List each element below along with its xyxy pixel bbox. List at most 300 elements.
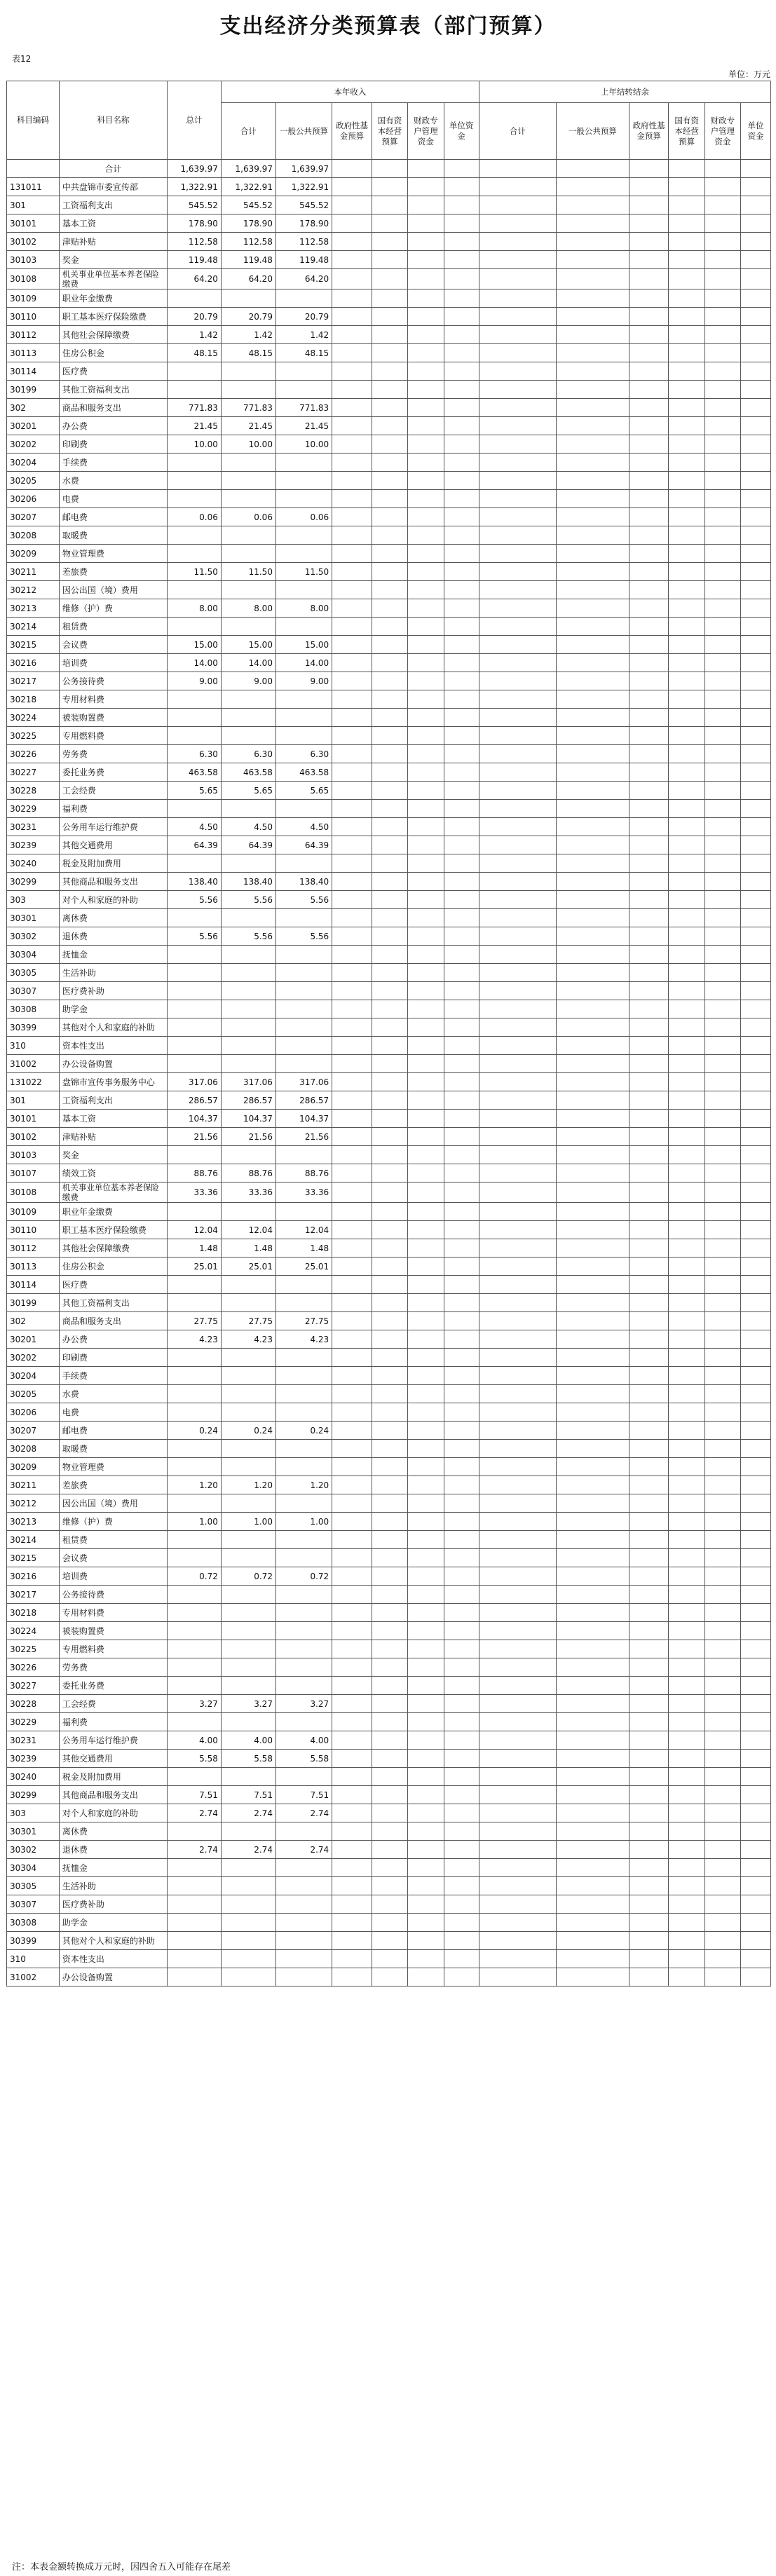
- cell-total: 1.42: [167, 326, 221, 344]
- cell-current-general: 15.00: [275, 636, 332, 654]
- cell-empty: [741, 1895, 771, 1914]
- cell-name: 医疗费补助: [59, 982, 167, 1000]
- cell-current-sum: 9.00: [221, 672, 275, 690]
- cell-empty: [332, 1349, 372, 1367]
- cell-empty: [629, 709, 669, 727]
- cell-code: 30201: [7, 1330, 60, 1349]
- cell-empty: [704, 818, 740, 836]
- cell-empty: [629, 599, 669, 618]
- cell-total: 0.24: [167, 1422, 221, 1440]
- cell-empty: [669, 1221, 704, 1239]
- cell-empty: [629, 1312, 669, 1330]
- table-row: [7, 526, 771, 545]
- header-carry-unit-funds: 单位资金: [741, 103, 771, 160]
- cell-current-general: 14.00: [275, 654, 332, 672]
- cell-empty: [629, 417, 669, 435]
- cell-empty: [479, 1914, 556, 1932]
- cell-current-sum: 20.79: [221, 308, 275, 326]
- cell-name: 公务用车运行维护费: [59, 1731, 167, 1750]
- cell-empty: [408, 1713, 444, 1731]
- cell-empty: [669, 1018, 704, 1037]
- cell-empty: [629, 490, 669, 508]
- cell-empty: [479, 490, 556, 508]
- cell-empty: [704, 1128, 740, 1146]
- cell-total: [167, 1622, 221, 1640]
- cell-empty: [479, 381, 556, 399]
- header-current-fund: 政府性基金预算: [332, 103, 372, 160]
- cell-empty: [669, 1968, 704, 1986]
- cell-code: 30307: [7, 982, 60, 1000]
- cell-empty: [669, 326, 704, 344]
- cell-empty: [408, 526, 444, 545]
- table-row: [7, 854, 771, 873]
- table-row: [7, 873, 771, 891]
- cell-empty: [372, 1768, 407, 1786]
- cell-total: [167, 1822, 221, 1841]
- cell-empty: [669, 1895, 704, 1914]
- cell-empty: [704, 891, 740, 909]
- cell-empty: [557, 854, 629, 873]
- cell-current-sum: [221, 854, 275, 873]
- cell-name: 奖金: [59, 1146, 167, 1164]
- cell-empty: [741, 1877, 771, 1895]
- cell-name: 职工基本医疗保险缴费: [59, 1221, 167, 1239]
- cell-empty: [669, 362, 704, 381]
- table-row: [7, 800, 771, 818]
- cell-current-general: [275, 854, 332, 873]
- cell-current-general: [275, 1604, 332, 1622]
- cell-empty: [479, 1128, 556, 1146]
- cell-name: 工会经费: [59, 1695, 167, 1713]
- cell-empty: [408, 727, 444, 745]
- cell-empty: [704, 672, 740, 690]
- cell-empty: [557, 1128, 629, 1146]
- table-row: [7, 381, 771, 399]
- cell-current-general: [275, 1440, 332, 1458]
- cell-empty: [408, 709, 444, 727]
- cell-empty: [741, 1750, 771, 1768]
- cell-empty: [629, 1128, 669, 1146]
- cell-current-sum: 1.42: [221, 326, 275, 344]
- cell-code: 30305: [7, 964, 60, 982]
- cell-name: 租赁费: [59, 618, 167, 636]
- cell-empty: [557, 1458, 629, 1476]
- cell-name: 物业管理费: [59, 545, 167, 563]
- cell-empty: [704, 1203, 740, 1221]
- cell-empty: [669, 1932, 704, 1950]
- cell-name: 住房公积金: [59, 344, 167, 362]
- cell-empty: [332, 1037, 372, 1055]
- cell-total: [167, 1055, 221, 1073]
- cell-name: 医疗费补助: [59, 1895, 167, 1914]
- cell-current-general: [275, 1203, 332, 1221]
- cell-code: 30217: [7, 1586, 60, 1604]
- table-row: [7, 196, 771, 214]
- cell-empty: [332, 1403, 372, 1422]
- cell-empty: [332, 1000, 372, 1018]
- cell-total: [167, 1932, 221, 1950]
- cell-empty: [669, 909, 704, 927]
- cell-empty: [332, 964, 372, 982]
- cell-total: 0.72: [167, 1567, 221, 1586]
- cell-empty: [444, 251, 479, 269]
- cell-empty: [629, 1276, 669, 1294]
- table-row: [7, 618, 771, 636]
- cell-name: 公务用车运行维护费: [59, 818, 167, 836]
- table-row: [7, 1203, 771, 1221]
- cell-empty: [479, 1221, 556, 1239]
- cell-code: 30112: [7, 326, 60, 344]
- cell-empty: [704, 1146, 740, 1164]
- cell-total: 178.90: [167, 214, 221, 233]
- cell-empty: [408, 399, 444, 417]
- cell-empty: [479, 1239, 556, 1258]
- cell-empty: [408, 1731, 444, 1750]
- cell-empty: [704, 836, 740, 854]
- cell-empty: [332, 1622, 372, 1640]
- table-row: [7, 782, 771, 800]
- cell-total: 5.65: [167, 782, 221, 800]
- cell-total: [167, 289, 221, 308]
- cell-empty: [372, 1091, 407, 1110]
- cell-empty: [669, 1494, 704, 1513]
- cell-empty: [408, 1677, 444, 1695]
- cell-empty: [557, 1091, 629, 1110]
- cell-empty: [629, 344, 669, 362]
- cell-current-general: [275, 1494, 332, 1513]
- cell-empty: [444, 1146, 479, 1164]
- cell-empty: [669, 763, 704, 782]
- cell-current-general: 21.45: [275, 417, 332, 435]
- cell-empty: [741, 1586, 771, 1604]
- cell-empty: [444, 709, 479, 727]
- cell-total: [167, 1458, 221, 1476]
- cell-empty: [741, 800, 771, 818]
- cell-current-sum: [221, 727, 275, 745]
- cell-current-general: 1.20: [275, 1476, 332, 1494]
- cell-empty: [669, 508, 704, 526]
- cell-name: 医疗费: [59, 362, 167, 381]
- cell-empty: [408, 1221, 444, 1239]
- cell-total: [167, 1586, 221, 1604]
- cell-empty: [557, 581, 629, 599]
- cell-empty: [479, 1750, 556, 1768]
- cell-empty: [479, 1494, 556, 1513]
- cell-name: 其他社会保障缴费: [59, 326, 167, 344]
- cell-total: 25.01: [167, 1258, 221, 1276]
- cell-empty: [629, 1258, 669, 1276]
- table-row: [7, 1768, 771, 1786]
- cell-empty: [629, 214, 669, 233]
- cell-current-sum: 7.51: [221, 1786, 275, 1804]
- cell-empty: [629, 1731, 669, 1750]
- cell-empty: [741, 1549, 771, 1567]
- cell-name: 基本工资: [59, 214, 167, 233]
- cell-current-sum: 286.57: [221, 1091, 275, 1110]
- cell-empty: [741, 1458, 771, 1476]
- cell-name: 盘锦市宣传事务服务中心: [59, 1073, 167, 1091]
- cell-empty: [704, 1055, 740, 1073]
- cell-empty: [704, 269, 740, 289]
- cell-empty: [372, 344, 407, 362]
- cell-empty: [479, 1476, 556, 1494]
- cell-empty: [629, 251, 669, 269]
- cell-empty: [557, 233, 629, 251]
- table-row: [7, 435, 771, 454]
- cell-empty: [557, 1239, 629, 1258]
- cell-empty: [372, 709, 407, 727]
- cell-empty: [557, 1768, 629, 1786]
- cell-code: 30199: [7, 381, 60, 399]
- cell-empty: [741, 1622, 771, 1640]
- cell-empty: [408, 1349, 444, 1367]
- table-row: [7, 178, 771, 196]
- cell-empty: [372, 1640, 407, 1658]
- cell-empty: [332, 1713, 372, 1731]
- cell-name: 邮电费: [59, 508, 167, 526]
- cell-empty: [372, 1750, 407, 1768]
- cell-empty: [408, 873, 444, 891]
- cell-empty: [557, 891, 629, 909]
- table-row: [7, 1895, 771, 1914]
- cell-empty: [629, 1494, 669, 1513]
- cell-empty: [444, 417, 479, 435]
- cell-empty: [704, 636, 740, 654]
- cell-empty: [408, 1422, 444, 1440]
- cell-name: 因公出国（境）费用: [59, 581, 167, 599]
- cell-empty: [704, 1713, 740, 1731]
- cell-current-general: [275, 1713, 332, 1731]
- cell-name: 资本性支出: [59, 1950, 167, 1968]
- cell-empty: [669, 727, 704, 745]
- cell-name: 机关事业单位基本养老保险缴费: [59, 269, 167, 289]
- cell-empty: [479, 599, 556, 618]
- cell-empty: [332, 709, 372, 727]
- cell-empty: [741, 1658, 771, 1677]
- cell-empty: [408, 1312, 444, 1330]
- cell-total: [167, 1968, 221, 1986]
- cell-empty: [557, 964, 629, 982]
- cell-empty: [332, 472, 372, 490]
- cell-empty: [629, 927, 669, 946]
- cell-empty: [479, 1549, 556, 1567]
- cell-current-general: 5.65: [275, 782, 332, 800]
- cell-empty: [557, 1440, 629, 1458]
- cell-current-sum: [221, 964, 275, 982]
- cell-empty: [479, 289, 556, 308]
- cell-empty: [669, 1476, 704, 1494]
- cell-empty: [408, 1914, 444, 1932]
- cell-empty: [372, 563, 407, 581]
- cell-empty: [444, 1932, 479, 1950]
- cell-total: 1.48: [167, 1239, 221, 1258]
- cell-code: 30110: [7, 308, 60, 326]
- cell-name: 专用材料费: [59, 1604, 167, 1622]
- cell-current-general: [275, 946, 332, 964]
- table-row: [7, 1276, 771, 1294]
- cell-empty: [704, 1658, 740, 1677]
- cell-empty: [444, 1091, 479, 1110]
- cell-empty: [444, 1968, 479, 1986]
- cell-name: 会议费: [59, 1549, 167, 1567]
- cell-empty: [704, 1349, 740, 1367]
- cell-empty: [444, 1110, 479, 1128]
- cell-empty: [741, 1312, 771, 1330]
- cell-empty: [479, 1203, 556, 1221]
- cell-empty: [332, 1422, 372, 1440]
- cell-empty: [372, 672, 407, 690]
- cell-total: 4.50: [167, 818, 221, 836]
- cell-name: 其他对个人和家庭的补助: [59, 1932, 167, 1950]
- table-header: [7, 81, 771, 160]
- cell-current-general: 20.79: [275, 308, 332, 326]
- cell-current-sum: [221, 362, 275, 381]
- cell-empty: [479, 581, 556, 599]
- cell-empty: [669, 545, 704, 563]
- cell-name: 商品和服务支出: [59, 1312, 167, 1330]
- cell-empty: [332, 1146, 372, 1164]
- cell-empty: [479, 508, 556, 526]
- cell-empty: [629, 178, 669, 196]
- cell-current-sum: [221, 1203, 275, 1221]
- cell-total: 317.06: [167, 1073, 221, 1091]
- cell-total: 27.75: [167, 1312, 221, 1330]
- cell-empty: [479, 1055, 556, 1073]
- cell-empty: [704, 1968, 740, 1986]
- cell-empty: [557, 362, 629, 381]
- cell-current-sum: 10.00: [221, 435, 275, 454]
- cell-empty: [629, 964, 669, 982]
- cell-empty: [479, 1895, 556, 1914]
- cell-empty: [629, 1403, 669, 1422]
- cell-name: 津贴补贴: [59, 233, 167, 251]
- cell-empty: [444, 873, 479, 891]
- cell-empty: [669, 214, 704, 233]
- cell-empty: [372, 1037, 407, 1055]
- cell-name: 手续费: [59, 1367, 167, 1385]
- cell-empty: [629, 1622, 669, 1640]
- cell-empty: [704, 214, 740, 233]
- cell-empty: [669, 1458, 704, 1476]
- cell-code: 30113: [7, 344, 60, 362]
- cell-empty: [704, 1895, 740, 1914]
- cell-empty: [408, 1055, 444, 1073]
- cell-code: 30202: [7, 435, 60, 454]
- cell-empty: [629, 1055, 669, 1073]
- cell-empty: [444, 362, 479, 381]
- cell-empty: [408, 1567, 444, 1586]
- cell-current-general: 2.74: [275, 1841, 332, 1859]
- cell-empty: [669, 1567, 704, 1586]
- cell-empty: [408, 1403, 444, 1422]
- cell-current-sum: [221, 1968, 275, 1986]
- cell-empty: [557, 1258, 629, 1276]
- cell-empty: [408, 1932, 444, 1950]
- cell-empty: [669, 1330, 704, 1349]
- cell-empty: [704, 1531, 740, 1549]
- cell-current-sum: 8.00: [221, 599, 275, 618]
- cell-empty: [629, 982, 669, 1000]
- cell-empty: [479, 1640, 556, 1658]
- cell-empty: [408, 1604, 444, 1622]
- cell-code: 30308: [7, 1914, 60, 1932]
- cell-name: 其他商品和服务支出: [59, 873, 167, 891]
- cell-empty: [629, 1822, 669, 1841]
- table-row: [7, 1221, 771, 1239]
- cell-empty: [332, 1658, 372, 1677]
- cell-current-general: [275, 1950, 332, 1968]
- cell-current-general: 112.58: [275, 233, 332, 251]
- cell-code: 30114: [7, 1276, 60, 1294]
- cell-empty: [479, 1422, 556, 1440]
- cell-empty: [372, 1183, 407, 1203]
- cell-empty: [332, 1330, 372, 1349]
- cell-empty: [629, 800, 669, 818]
- cell-empty: [741, 1695, 771, 1713]
- cell-empty: [408, 214, 444, 233]
- cell-empty: [741, 1073, 771, 1091]
- cell-empty: [479, 836, 556, 854]
- cell-empty: [629, 763, 669, 782]
- cell-current-general: 4.50: [275, 818, 332, 836]
- cell-name: 机关事业单位基本养老保险缴费: [59, 1183, 167, 1203]
- cell-empty: [444, 269, 479, 289]
- cell-empty: [629, 1513, 669, 1531]
- cell-empty: [741, 1804, 771, 1822]
- cell-empty: [741, 782, 771, 800]
- table-row: [7, 1513, 771, 1531]
- table-row: [7, 269, 771, 289]
- cell-empty: [372, 927, 407, 946]
- cell-empty: [372, 490, 407, 508]
- cell-current-general: 12.04: [275, 1221, 332, 1239]
- cell-name: 职工基本医疗保险缴费: [59, 308, 167, 326]
- cell-empty: [669, 1640, 704, 1658]
- cell-empty: [372, 1203, 407, 1221]
- cell-empty: [629, 946, 669, 964]
- cell-empty: [557, 618, 629, 636]
- cell-empty: [557, 1422, 629, 1440]
- cell-empty: [741, 1258, 771, 1276]
- cell-empty: [629, 854, 669, 873]
- cell-empty: [479, 1000, 556, 1018]
- cell-empty: [444, 1239, 479, 1258]
- table-row: [7, 563, 771, 581]
- cell-empty: [704, 251, 740, 269]
- cell-empty: [629, 782, 669, 800]
- table-row: [7, 709, 771, 727]
- cell-code: [7, 160, 60, 178]
- cell-empty: [332, 763, 372, 782]
- cell-name: 办公费: [59, 417, 167, 435]
- cell-empty: [444, 1877, 479, 1895]
- cell-empty: [557, 508, 629, 526]
- cell-empty: [479, 1950, 556, 1968]
- cell-empty: [669, 1586, 704, 1604]
- cell-empty: [479, 1713, 556, 1731]
- cell-empty: [444, 1476, 479, 1494]
- cell-empty: [669, 1768, 704, 1786]
- cell-current-general: 6.30: [275, 745, 332, 763]
- cell-empty: [332, 1221, 372, 1239]
- cell-empty: [669, 1146, 704, 1164]
- cell-empty: [372, 873, 407, 891]
- cell-code: 30113: [7, 1258, 60, 1276]
- cell-empty: [408, 1786, 444, 1804]
- cell-total: [167, 1276, 221, 1294]
- cell-name: 邮电费: [59, 1422, 167, 1440]
- cell-name: 维修（护）费: [59, 1513, 167, 1531]
